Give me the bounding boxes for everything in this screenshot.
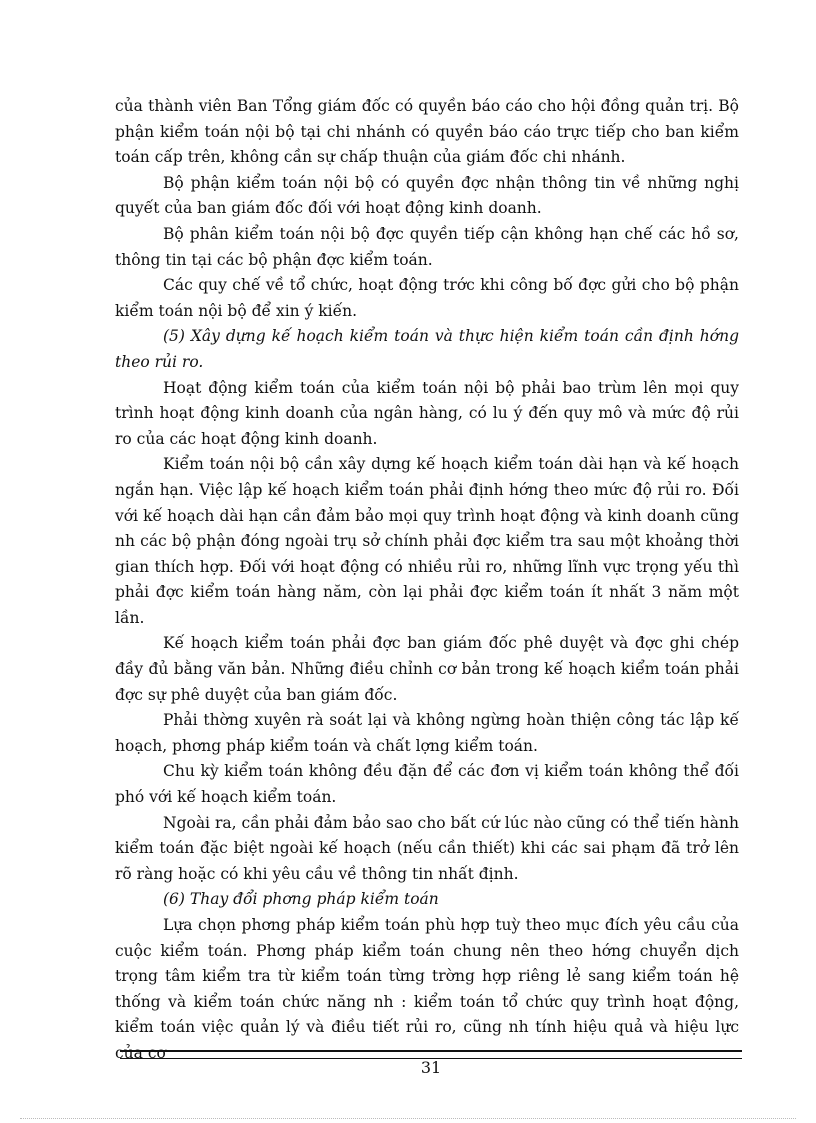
paragraph: Các quy chế về tổ chức, hoạt động trớc khi công bố đợc gửi cho bộ phận kiểm toán nội bộ để xin ý kiến. xyxy=(115,276,739,320)
paragraph: Lựa chọn phơng pháp kiểm toán phù hợp tuỳ theo mục đích yêu cầu của cuộc kiểm toán. Phơng pháp kiểm toán chung nên theo hớng chuyển dịch trọng tâm kiểm tra từ kiểm toán từng trờng hợp riêng lẻ sang kiểm toán hệ thống và kiểm toán chức năng nh : kiểm toán tổ chức quy trình hoạt động, kiểm toán việc quản lý và điều tiết rủi ro, cũng nh tính hiệu quả và hiệu lực của cơ xyxy=(115,916,739,1062)
page-number: 31 xyxy=(420,1058,442,1077)
paragraph: Bộ phân kiểm toán nội bộ đợc quyền tiếp cận không hạn chế các hồ sơ, thông tin tại các bộ phận đợc kiểm toán. xyxy=(115,224,739,269)
paragraph: Kiểm toán nội bộ cần xây dựng kế hoạch kiểm toán dài hạn và kế hoạch ngắn hạn. Việc lập kế hoạch kiểm toán phải định hớng theo mức độ rủi ro. Đối với kế hoạch dài hạn cần đảm bảo mọi quy trình hoạt động và kinh doanh cũng nh các bộ phận đóng ngoài trụ sở chính phải đợc kiểm tra sau một khoảng thời gian thích hợp. Đối với hoạt động có nhiều rủi ro, những lĩnh vực trọng yếu thì phải đợc kiểm toán hàng năm, còn lại phải đợc kiểm toán ít nhất 3 năm một lần. xyxy=(115,455,739,627)
paragraph: Phải thờng xuyên rà soát lại và không ngừng hoàn thiện công tác lập kế hoạch, phơng pháp kiểm toán và chất lợng kiểm toán. xyxy=(115,711,739,755)
paragraph: Kế hoạch kiểm toán phải đợc ban giám đốc phê duyệt và đợc ghi chép đầy đủ bằng văn bản. Những điều chỉnh cơ bản trong kế hoạch kiểm toán phải đợc sự phê duyệt của ban giám đốc. xyxy=(115,634,739,704)
paragraph: Hoạt động kiểm toán của kiểm toán nội bộ phải bao trùm lên mọi quy trình hoạt động kinh doanh của ngân hàng, có lu ý đến quy mô và mức độ rủi ro của các hoạt động kinh doanh. xyxy=(115,378,739,448)
paragraph-continuation: của thành viên Ban Tổng giám đốc có quyền báo cáo cho hội đồng quản trị. Bộ phận kiểm toán nội bộ tại chi nhánh có quyền báo cáo trực tiếp cho ban kiểm toán cấp trên, không cần sự chấp thuận của giám đốc chi nhánh. xyxy=(115,97,739,167)
page-bottom-border xyxy=(20,1118,796,1119)
page-body xyxy=(115,94,739,1067)
section-heading-5: (5) Xây dựng kế hoạch kiểm toán và thực hiện kiểm toán cần định hớng theo rủi ro. xyxy=(115,327,739,371)
paragraph: Ngoài ra, cần phải đảm bảo sao cho bất cứ lúc nào cũng có thể tiến hành kiểm toán đặc biệt ngoài kế hoạch (nếu cần thiết) khi các sai phạm đã trở lên rõ ràng hoặc có khi yêu cầu về thông tin nhất định. xyxy=(115,813,739,883)
section-heading-6: (6) Thay đổi phơng pháp kiểm toán xyxy=(163,890,439,909)
paragraph: Bộ phận kiểm toán nội bộ có quyền đợc nhận thông tin về những nghị quyết của ban giám đốc đối với hoạt động kinh doanh. xyxy=(115,173,739,218)
paragraph: Chu kỳ kiểm toán không đều đặn để các đơn vị kiểm toán không thể đối phó với kế hoạch kiểm toán. xyxy=(115,762,739,807)
